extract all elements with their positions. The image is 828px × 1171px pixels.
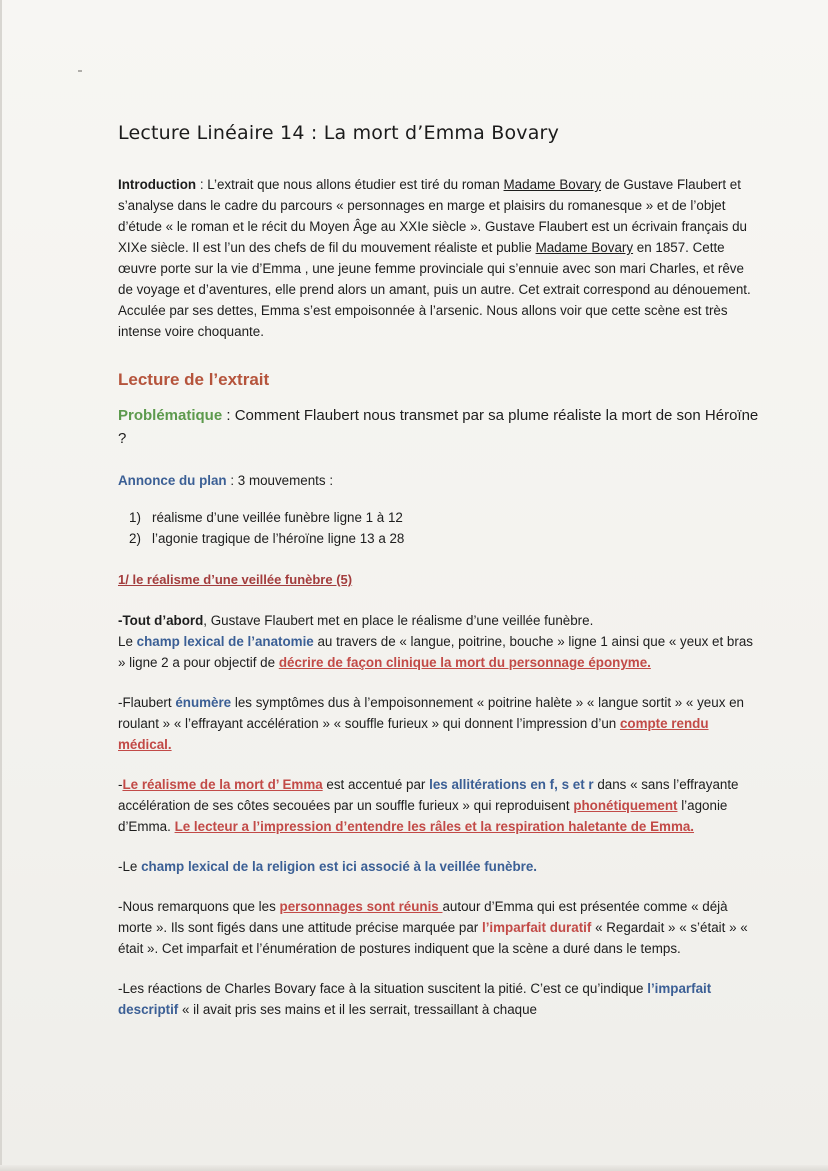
book-title-1: Madame Bovary [503,177,602,192]
plan-list [118,507,760,549]
p6-text: -Les réactions de Charles Bovary face à la situation suscitent la pitié. C’est ce qu’indique [118,981,648,996]
p6-text: « il avait pris ses mains et il les serrait, tressaillant à chaque [178,1002,538,1017]
analysis-paragraph-2 [118,692,760,755]
analysis-paragraph-4 [118,856,760,877]
p1-lead: -Tout d’abord [118,613,204,628]
plan-item [129,507,760,528]
p5-text: autour d’Emma qui est présentée comme « déjà morte ». Ils sont figés dans une attitude précise marquée par [118,899,728,935]
document-content [118,122,760,1039]
analysis-paragraph-3 [118,774,760,837]
plan-item-text: l’agonie tragique de l’héroïne ligne 13 a 28 [152,531,405,546]
p3-text: - [118,777,123,792]
p3-text: est accentué par [322,777,430,792]
plan-text: : 3 mouvements : [226,473,334,488]
p4-text: -Le [118,859,142,874]
introduction-paragraph [118,174,760,342]
p1-text: Le [118,634,137,649]
p2-text: les symptômes dus à l’empoisonnement « poitrine halète » « langue sortit » « yeux en roulant » « l’effrayant accélération » « souffle furieux » qui donnent l’impression d’un [118,695,744,731]
p2-red-highlight: compte rendu médical. [118,716,709,752]
problematique-paragraph [118,404,760,450]
p5-text: -Nous remarquons que les [118,899,280,914]
page-edge-left [0,0,2,1171]
plan-item-text: réalisme d’une veillée funèbre ligne 1 à 12 [152,510,403,525]
p3-text: dans « sans l’effrayante accélération de ses côtes secouées par un souffle furieux » qui reproduisent [118,777,739,813]
p1-text: au travers de « langue, poitrine, bouche » ligne 1 ainsi que « yeux et bras » ligne 2 a pour objectif de [118,634,753,670]
p5-red-highlight: personnages sont réunis [279,899,443,914]
intro-text-1: : L’extrait que nous allons étudier est tiré du roman [196,177,504,192]
introduction-label: Introduction [118,177,197,192]
problematique-label: Problématique [118,407,223,424]
problematique-text: : Comment Flaubert nous transmet par sa plume réaliste la mort de son Héroïne ? [118,407,759,447]
p2-text: -Flaubert [118,695,176,710]
p3-blue-term: les allitérations en f, s et r [429,777,594,792]
p1-blue-term: champ lexical de l’anatomie [136,634,314,649]
p4-blue-term: champ lexical de la religion est ici associé à la veillée funèbre. [141,859,538,874]
book-title-2: Madame Bovary [535,240,634,255]
p5-red-term: l’imparfait duratif [481,920,592,935]
analysis-paragraph-6 [118,978,760,1020]
page-edge-bottom [0,1165,828,1171]
intro-text-2: de Gustave Flaubert et s’analyse dans le cadre du parcours « personnages en marge et plaisirs du romanesque » et de l’objet d’étude « le roman et le récit du Moyen Âge au XXIe siècle ». Gustave Flaubert est un écrivain français du XIXe siècle. Il est l’un des chefs de fil du mouvement réaliste et publie [118,177,747,255]
part1-heading [118,569,760,590]
p1-red-highlight: décrire de façon clinique la mort du personnage éponyme. [278,655,651,670]
intro-text-3: en 1857. Cette œuvre porte sur la vie d’Emma , une jeune femme provinciale qui s’ennuie avec son mari Charles, et rêve de voyage et d’aventures, elle prend alors un amant, puis un autre. Cet extrait correspond au dénouement. Acculée par ses dettes, Emma s’est empoisonnée à l’arsenic. Nous allons voir que cette scène est très intense voire choquante. [118,240,751,339]
plan-item [129,528,760,549]
document-title: Lecture Linéaire 14 : La mort d’Emma Bovary [118,122,560,144]
analysis-paragraph-5 [118,896,760,959]
p3-red-highlight: Le réalisme de la mort d’ Emma [122,777,323,792]
p6-blue-term: l’imparfait descriptif [118,981,712,1017]
p1-text: , Gustave Flaubert met en place le réalisme d’une veillée funèbre. [203,613,594,628]
plan-announcement [118,470,760,491]
p3-red-highlight: Le lecteur a l’impression d’entendre les râles et la respiration haletante de Emma. [174,819,695,834]
p5-text: « Regardait » « s’était » « était ». Cet imparfait et l’énumération de postures indiquent que la scène a duré dans le temps. [118,920,748,956]
p3-text: l’agonie d’Emma. [118,798,728,834]
scan-mark [78,70,82,72]
plan-item-number: 1) [129,510,141,525]
analysis-paragraph-1 [118,610,760,673]
p3-red-highlight: phonétiquement [573,798,678,813]
part1-heading-text: 1/ le réalisme d’une veillée funèbre (5) [118,572,353,587]
reading-heading: Lecture de l’extrait [118,370,270,389]
plan-label: Annonce du plan [118,473,227,488]
plan-item-number: 2) [129,531,141,546]
p2-blue-term: énumère [175,695,232,710]
